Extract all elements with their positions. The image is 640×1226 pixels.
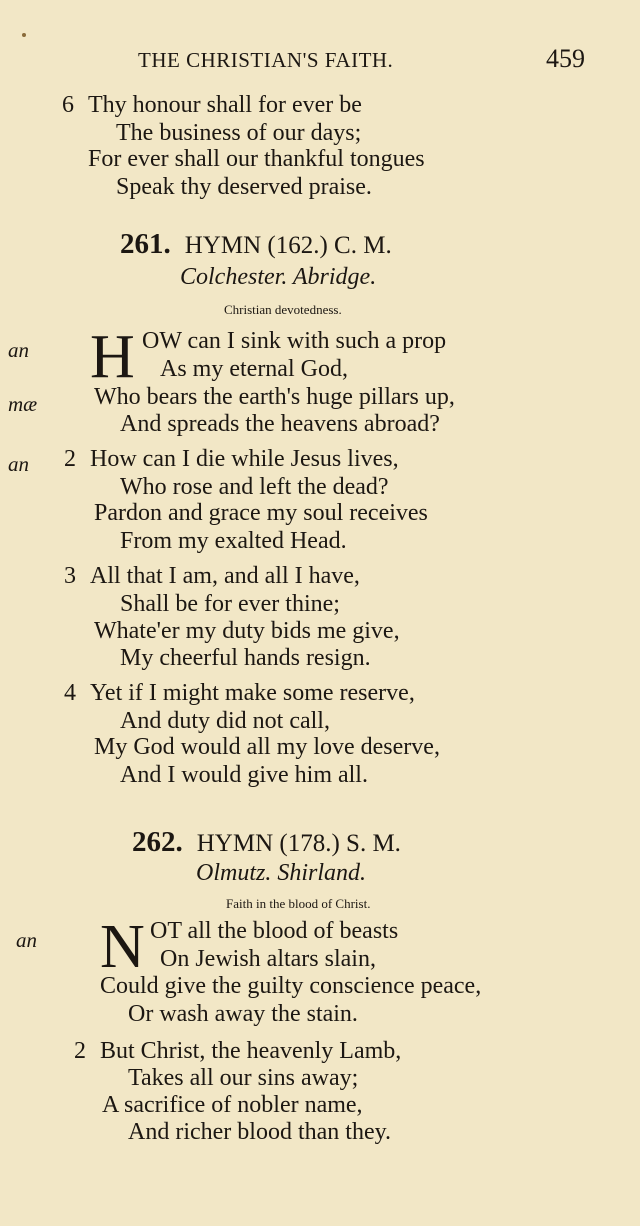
verse-line: OW can I sink with such a prop	[142, 328, 447, 354]
stanza-number: 2	[74, 1038, 86, 1064]
hymn-subject: Faith in the blood of Christ.	[226, 896, 371, 911]
verse-line: Takes all our sins away;	[128, 1065, 359, 1091]
verse-line: From my exalted Head.	[120, 528, 347, 554]
margin-note: an	[8, 338, 29, 362]
verse-line: And richer blood than they.	[128, 1119, 392, 1145]
page-number: 459	[546, 44, 585, 73]
verse-line: Or wash away the stain.	[128, 1001, 358, 1027]
verse-line: Speak thy deserved praise.	[116, 174, 372, 200]
hymn-heading	[132, 826, 401, 859]
verse-line: Pardon and grace my soul receives	[94, 500, 428, 526]
verse-line	[64, 446, 399, 473]
tune-names: Colchester. Abridge.	[180, 264, 377, 290]
drop-cap: N	[100, 913, 145, 981]
hymn-heading	[120, 228, 392, 261]
verse-text: All that I am, and all I have,	[90, 563, 360, 589]
verse-line	[64, 680, 415, 707]
verse-line: Could give the guilty conscience peace,	[100, 973, 482, 999]
verse-line: The business of our days;	[116, 120, 362, 146]
verse-text: But Christ, the heavenly Lamb,	[100, 1038, 402, 1064]
verse-line: As my eternal God,	[160, 356, 348, 382]
ink-speck	[22, 33, 26, 37]
stanza-number: 2	[64, 446, 76, 472]
stanza-number: 3	[64, 563, 76, 589]
running-head: THE CHRISTIAN'S FAITH.	[138, 48, 394, 72]
hymn-number: 261.	[120, 228, 171, 260]
hymn-meter: HYMN (162.) C. M.	[184, 232, 392, 259]
margin-note: an	[16, 928, 37, 952]
verse-line: My cheerful hands resign.	[120, 645, 371, 671]
verse-line: And spreads the heavens abroad?	[120, 411, 440, 437]
margin-note: an	[8, 452, 29, 476]
verse-line: Who rose and left the dead?	[120, 474, 389, 500]
margin-note: mæ	[8, 392, 38, 416]
verse-text: How can I die while Jesus lives,	[90, 446, 399, 472]
verse-line	[74, 1038, 401, 1065]
hymn-number: 262.	[132, 826, 183, 858]
verse-line	[64, 563, 360, 590]
verse-line: And I would give him all.	[120, 762, 368, 788]
verse-line: Shall be for ever thine;	[120, 591, 340, 617]
stanza-number: 6	[62, 92, 74, 118]
verse-line: A sacrifice of nobler name,	[102, 1092, 363, 1118]
verse-line: For ever shall our thankful tongues	[88, 146, 425, 172]
verse-line: My God would all my love deserve,	[94, 734, 440, 760]
verse-line: On Jewish altars slain,	[160, 946, 376, 972]
hymn-meter: HYMN (178.) S. M.	[196, 830, 401, 857]
verse-text: Thy honour shall for ever be	[88, 92, 362, 118]
verse-line: OT all the blood of beasts	[150, 918, 399, 944]
verse-text: Yet if I might make some reserve,	[90, 680, 415, 706]
tune-names: Olmutz. Shirland.	[196, 860, 367, 886]
verse-line: Who bears the earth's huge pillars up,	[94, 384, 455, 410]
hymn-subject: Christian devotedness.	[224, 302, 342, 317]
verse-line	[62, 92, 362, 119]
stanza-number: 4	[64, 680, 76, 706]
drop-cap: H	[90, 323, 135, 391]
verse-line: And duty did not call,	[120, 708, 330, 734]
verse-line: Whate'er my duty bids me give,	[94, 618, 400, 644]
